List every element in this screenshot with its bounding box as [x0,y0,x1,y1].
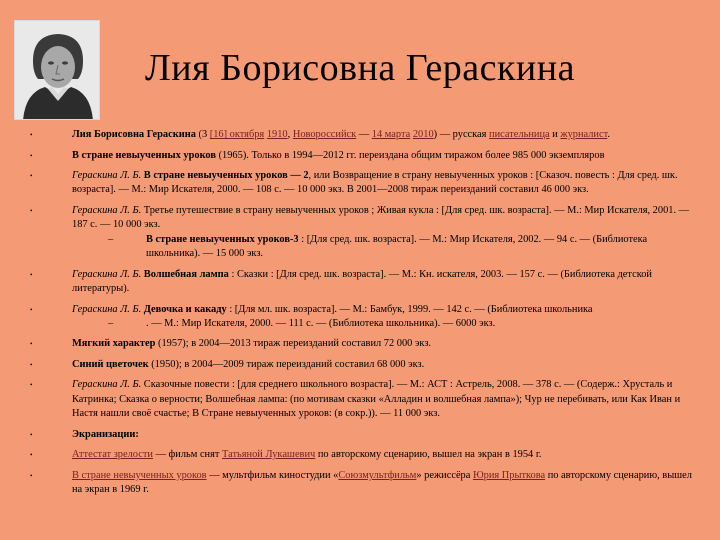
item-text: Гераскина Л. Б. В стране невыученных уроков — 2, или Возвращение в страну невыученных уроков : [Сказоч. повесть : Для сред. шк. возраста]. — М.: Мир Искателя, 2000. — 108 с. — 10 000 экз. В 2001—2008 тираж переизданий составил 46 000 экз. [72,170,678,196]
bullet-icon: • [30,471,33,480]
birth-year-link[interactable]: 1910 [266,129,288,140]
bullet-icon: • [30,305,33,314]
death-year-link[interactable]: 2010 [412,129,434,140]
item-text: Лия Борисовна Гераскина (3 [16] октября 1910, Новороссийск — 14 марта 2010) — русская писательница и журналист. [72,129,610,140]
list-item [28,169,700,198]
bullet-icon: • [30,340,33,349]
birthplace-link[interactable]: Новороссийск [292,129,357,140]
biography-list [28,128,700,504]
bullet-icon: • [30,172,33,180]
bullet-icon: • [30,131,33,139]
page-title: Лия Борисовна Гераскина [145,47,575,89]
studio-link[interactable]: Союзмультфильм [338,469,417,481]
director-link[interactable]: Татьяной Лукашевич [222,449,316,461]
adaptations-heading: Экранизации: [72,428,139,440]
sub-list-item: – . — М.: Мир Искателя, 2000. — 111 с. — (Библиотека школьника). — 6000 экз. [72,317,700,331]
item-text: Аттестат зрелости — фильм снят Татьяной Лукашевич по авторскому сценарию, вышел на экран в 1954 г. [72,449,542,461]
item-text: Гераскина Л. Б. Сказочные повести : [для среднего школьного возраста]. — М.: АСТ : Астрель, 2008. — 378 с. — (Содерж.: Хрусталь и Катринка; Сказка о верности; Волшебная лампа: (по мотивам сказки «Алладин и волшебная лампа»); Чур не перебивать, или Как Иван и Настя нашли своё счастье; В Стране невыученных уроков: (в сокр.)). — 11 000 экз. [72,379,681,420]
item-text: В стране невыученных уроков — мультфильм киностудии «Союзмультфильм» режиссёра Юрия Прыткова по авторскому сценарию, вышел на экран в 1969 г. [72,469,692,496]
film-title-link[interactable]: Аттестат зрелости [72,449,153,461]
list-item [28,149,700,163]
bullet-icon: • [30,151,33,160]
director-link[interactable]: Юрия Прыткова [472,469,546,481]
list-item [28,128,700,142]
bullet-icon: • [30,206,33,215]
bullet-icon: • [30,451,33,460]
bullet-icon: • [30,381,33,390]
dash-marker: – [108,233,114,245]
list-item [28,268,700,297]
list-item [28,448,700,462]
item-text [72,428,700,442]
birth-date-link[interactable]: [16] октября [209,129,265,140]
bullet-icon: • [30,270,33,279]
list-item [28,428,700,442]
cartoon-title-link[interactable]: В стране невыученных уроков [72,469,207,481]
item-text: Синий цветочек (1950); в 2004—2009 тираж переизданий составил 68 000 экз. [72,358,425,370]
list-item [28,204,700,262]
list-item [28,358,700,372]
item-text: Мягкий характер (1957); в 2004—2013 тираж переизданий составил 72 000 экз. [72,338,432,350]
item-text: В стране невыученных уроков (1965). Только в 1994—2012 гг. переиздана общим тиражом более 985 000 экземпляров [72,149,605,161]
list-item [28,469,700,498]
journalist-link[interactable]: журналист [560,129,608,140]
sub-list-item: – В стране невыученных уроков-3 : [Для сред. шк. возраста]. — М.: Мир Искателя, 2002. — 94 с. — (Библиотека школьника). — 15 000 экз. [72,233,700,262]
bullet-icon: • [30,430,33,439]
author-name: Лия Борисовна Гераскина [72,129,196,140]
death-date-link[interactable]: 14 марта [371,129,411,140]
list-item [28,337,700,351]
dash-marker: – [108,317,114,329]
list-item [28,378,700,421]
bullet-icon: • [30,360,33,369]
item-text: Гераскина Л. Б. Волшебная лампа : Сказки : [Для сред. шк. возраста]. — М.: Кн. искателя, 2003. — 157 с. — (Библиотека детской литературы). [72,268,652,295]
list-item [28,303,700,332]
item-text: Гераскина Л. Б. Девочка и какаду : [Для мл. шк. возраста]. — М.: Бамбук, 1999. — 142 с. — (Библиотека школьника – . — М.: Мир Искателя, 2000. — 111 с. — (Библиотека школьника). — 6000 экз. [72,303,700,332]
writer-link[interactable]: писательница [489,129,550,140]
item-text: Гераскина Л. Б. Третье путешествие в страну невыученных уроков ; Живая кукла : [Для сред. шк. возраста]. — М.: Мир Искателя, 2001. — 187 с. — 10 000 экз. – В стране невыученных уроков-3 : [Для сред. шк. возраста]. — М.: Мир Искателя, 2002. — 94 с. — (Библиотека школьника). — 15 000 экз. [72,204,700,262]
